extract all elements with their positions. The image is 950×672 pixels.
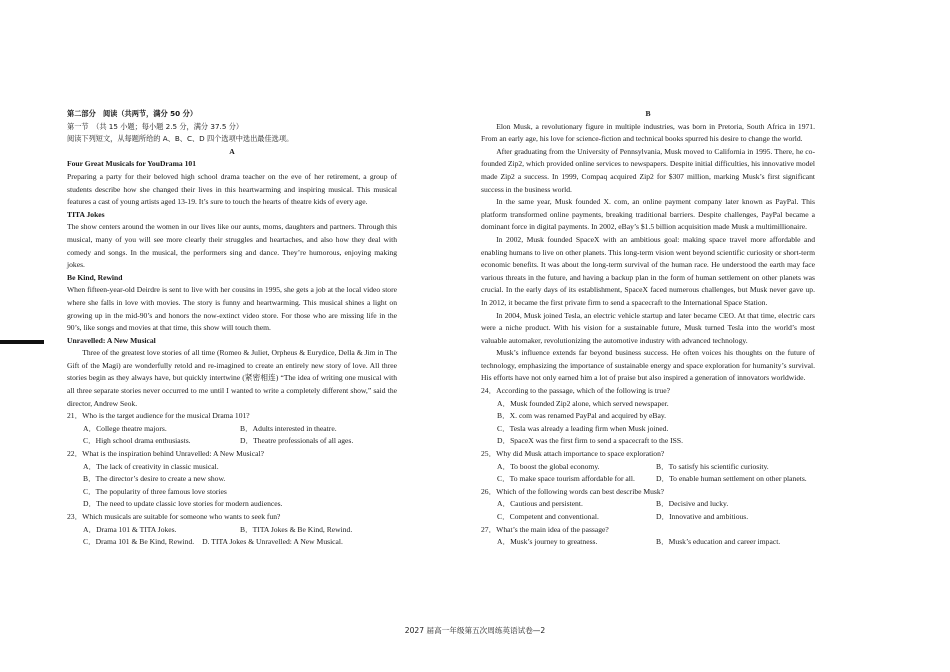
q26-option-d: D．Innovative and ambitious. (656, 512, 749, 521)
section-title: 第二部分 阅读（共两节，满分 50 分） (67, 109, 198, 118)
musical-3-title: Unravelled: A New Musical (67, 335, 156, 345)
q22-option-b: B．The director’s desire to create a new show. (83, 474, 226, 484)
q26-options-row-1 (481, 498, 815, 511)
q25-options-row-1 (481, 461, 815, 474)
passage-a-label: A (229, 146, 235, 156)
passage-b-paragraph-6: Musk’s influence extends far beyond business success. He often voices his thoughts on the future of technology, emphasizing the importance of sustainable energy and space exploration for humanity’s survival. His efforts have not only earned him a lot of praise but also inspired a generation of innovators worldwide. (481, 348, 815, 383)
passage-b-paragraph-2: After graduating from the University of Pennsylvania, Musk moved to California in 1995. There, he co-founded Zip2, which provided online services to newspapers. Despite initial difficulties, his innovative model made Zip2 a success. In 1999, Compaq acquired Zip2 for $307 million, marking Musk’s first significant success in the business world. (481, 146, 815, 194)
q27-option-b: B．Musk’s education and career impact. (656, 537, 781, 547)
passage-b-paragraph-1: Elon Musk, a revolutionary figure in multiple industries, was born in Pretoria, South Africa in 1971. From an early age, his love for science-fiction and technical books spurred his desire to change the world. (481, 121, 815, 144)
q23-options-row-1 (67, 524, 397, 537)
q23-option-b: B．TITA Jokes & Be Kind, Rewind. (240, 524, 353, 534)
q22-option-a: A．The lack of creativity in classic musical. (83, 461, 219, 471)
musical-2-text: When fifteen-year-old Deirdre is sent to live with her cousins in 1995, she gets a job at the local video store where she falls in love with movies. The story is funny and heartwarming. This musical shines a light on growing up in the mid-90’s and honors the now-extinct video store. For those who are missing life in the 90’s, like songs and movies at that time, this show will touch them. (67, 285, 397, 333)
question-24: 24．According to the passage, which of the following is true? (481, 386, 670, 396)
musical-1-text: The show centers around the women in our lives like our aunts, moms, daughters and partners. Through this musical, many of you will see more clearly their struggles and heartaches, and also how they deal with comedy and songs. In the musical, the performers sing and dance. They’re humorous, enjoying making jokes. (67, 222, 397, 270)
q25-options-row-2 (481, 473, 815, 486)
section-note: 第一节 （共 15 小题；每小题 2.5 分，满分 37.5 分） (67, 121, 244, 131)
q21-option-a: A．College theatre majors. (83, 423, 167, 433)
q24-option-c: C．Tesla was already a leading firm when Musk joined. (497, 423, 669, 433)
q26-options-row-2 (481, 511, 815, 524)
passage-a-heading: Four Great Musicals for YouDrama 101 (67, 159, 197, 169)
question-22: 22．What is the inspiration behind Unravelled: A New Musical? (67, 449, 264, 459)
q26-option-a: A．Cautious and persistent. (497, 499, 583, 509)
musical-1-title: TITA Jokes (67, 209, 105, 219)
q23-option-d: D. TITA Jokes & Unravelled: A New Musical. (202, 537, 343, 547)
q21-option-b: B．Adults interested in theatre. (240, 423, 337, 433)
q24-option-d: D．SpaceX was the first firm to send a spacecraft to the ISS. (497, 436, 683, 446)
q22-option-c: C．The popularity of three famous love stories (83, 486, 227, 496)
passage-b-label: B (645, 109, 651, 118)
q21-option-c: C．High school drama enthusiasts. (83, 436, 191, 446)
q25-option-b: B．To satisfy his scientific curiosity. (656, 461, 769, 471)
passage-b-paragraph-3: In the same year, Musk founded X. com, an online payment company later known as PayPal. This platform transformed online payments, breaking traditional barriers. Despite challenges, PayPal became a dominant force in digital payments. In 2002, eBay’s $1.5 billion acquisition made Musk a multimillionaire. (481, 197, 815, 232)
q25-option-a: A．To boost the global economy. (497, 461, 600, 471)
q22-option-d: D．The need to update classic love stories for modern audiences. (83, 499, 283, 509)
q24-option-b: B．X. com was renamed PayPal and acquired by eBay. (497, 411, 667, 421)
q21-options-row-2 (67, 435, 397, 448)
passage-a-intro: Preparing a party for their beloved high school drama teacher on the eve of her retirement, a group of students describe how she changed their lives in this heartwarming and inspiring musical. This musical features a cast of young artists aged 13-19. It’s sure to touch the hearts of theatre kids of every age. (67, 171, 397, 207)
q27-option-a: A．Musk’s journey to greatness. (497, 537, 598, 547)
left-margin-marker (0, 340, 44, 344)
q25-option-d: D．To enable human settlement on other planets. (656, 474, 807, 484)
q23-option-c: C．Drama 101 & Be Kind, Rewind. (83, 537, 195, 547)
q23-options-row-2 (67, 536, 397, 549)
q24-option-a: A．Musk founded Zip2 alone, which served newspaper. (497, 398, 669, 408)
passage-b-paragraph-4: In 2002, Musk founded SpaceX with an ambitious goal: making space travel more affordable and enabling humans to live on other planets. This long-term vision went beyond scientific curiosity or short-term economic benefits. It was about the long-term survival of the human race. He understood the earth may face various threats in the future, and having a backup plan in the form of human settlement on other planets was crucial. In the early days of its establishment, SpaceX faced numerous challenges, but Musk never gave up. In 2012, it became the first private firm to send a spacecraft to the International Space Station. (481, 234, 815, 307)
question-23: 23．Which musicals are suitable for someone who wants to seek fun? (67, 512, 281, 521)
q25-option-c: C．To make space tourism affordable for all. (497, 474, 635, 484)
q26-option-b: B．Decisive and lucky. (656, 499, 729, 509)
page-footer: 2027 届高一年级第五次周练英语试卷—2 (404, 626, 546, 635)
passage-b-paragraph-5: In 2004, Musk joined Tesla, an electric vehicle startup and later became CEO. At that time, electric cars were a niche product. With his vision for a sustainable future, Musk turned Tesla into the world’s most valuable automaker, revolutionizing the automotive industry with advanced technology. (481, 310, 815, 345)
q21-option-d: D．Theatre professionals of all ages. (240, 436, 354, 446)
musical-3-text: Three of the greatest love stories of all time (Romeo & Juliet, Orpheus & Eurydice, Della & Jim in The Gift of the Magi) are wonderfully retold and re-imagined to create an entirely new story of love. All three stories begin as they always have, but quickly intertwine (紧密相连) “The idea of writing one musical with all three separate stories never occurred to me until I wanted to write a completely different show,” said the director, Andrew Seok. (67, 348, 397, 408)
passage-b-column (481, 108, 815, 549)
q26-option-c: C．Competent and conventional. (497, 512, 599, 521)
q27-options-row-1 (481, 536, 815, 549)
question-26: 26．Which of the following words can best describe Musk? (481, 486, 665, 496)
question-27: 27．What’s the main idea of the passage? (481, 524, 609, 534)
q23-option-a: A．Drama 101 & TITA Jokes. (83, 524, 177, 534)
instructions: 阅读下列短文，从每题所给的 A、B、C、D 四个选项中选出最佳选项。 (67, 134, 294, 144)
q21-options-row-1 (67, 423, 397, 436)
question-25: 25．Why did Musk attach importance to space exploration? (481, 449, 665, 459)
musical-2-title: Be Kind, Rewind (67, 272, 123, 282)
passage-a-column (67, 108, 397, 549)
question-21: 21．Who is the target audience for the musical Drama 101? (67, 411, 250, 421)
